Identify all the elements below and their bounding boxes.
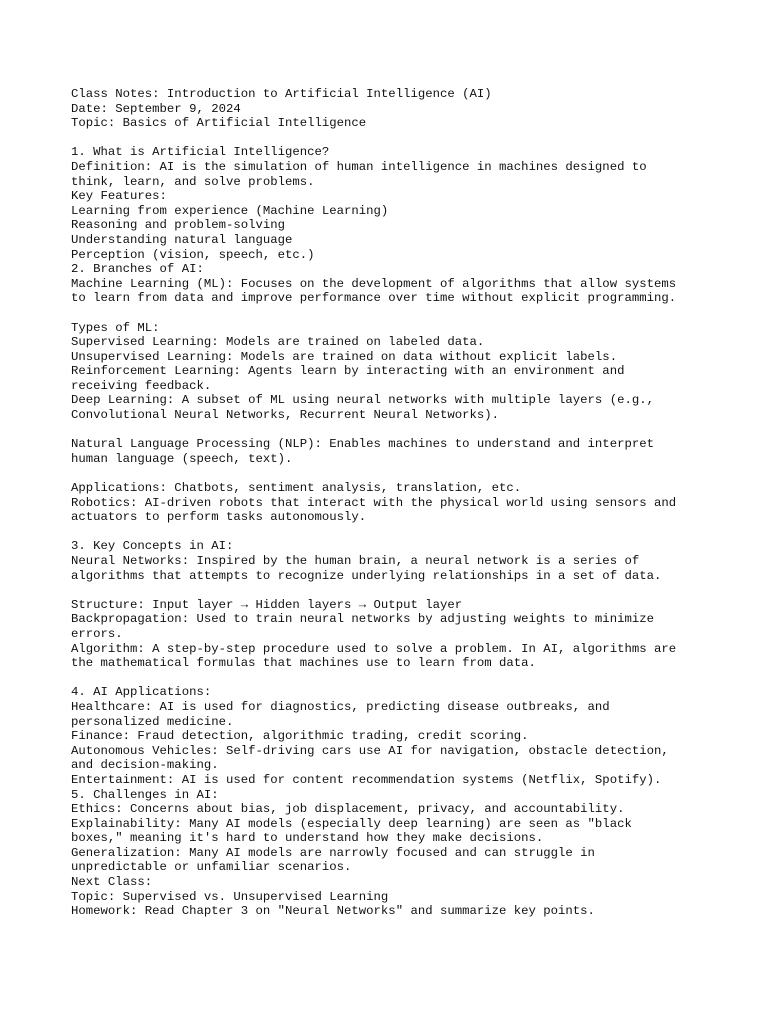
text-line: Explainability: Many AI models (especially deep learning) are seen as "black bbox=[71, 816, 632, 831]
text-line: actuators to perform tasks autonomously. bbox=[71, 510, 367, 525]
text-line: Key Features: bbox=[71, 189, 167, 204]
text-line: Definition: AI is the simulation of human intelligence in machines designed to bbox=[71, 159, 647, 174]
text-line: Backpropagation: Used to train neural networks by adjusting weights to minimize bbox=[71, 612, 654, 627]
text-line: receiving feedback. bbox=[71, 378, 212, 393]
text-line: Ethics: Concerns about bias, job displacement, privacy, and accountability. bbox=[71, 802, 625, 817]
text-line: Unsupervised Learning: Models are trained on data without explicit labels. bbox=[71, 349, 618, 364]
text-line: to learn from data and improve performance over time without explicit programming. bbox=[71, 291, 677, 306]
text-line: Machine Learning (ML): Focuses on the development of algorithms that allow systems bbox=[71, 276, 677, 291]
text-line: Types of ML: bbox=[71, 320, 160, 335]
text-line: Convolutional Neural Networks, Recurrent Neural Networks). bbox=[71, 408, 500, 423]
text-line: Reinforcement Learning: Agents learn by interacting with an environment and bbox=[71, 364, 625, 379]
document-page bbox=[71, 87, 711, 919]
text-line: 1. What is Artificial Intelligence? bbox=[71, 145, 330, 160]
text-line: Finance: Fraud detection, algorithmic trading, credit scoring. bbox=[71, 729, 529, 744]
text-line: errors. bbox=[71, 626, 123, 641]
blank-line bbox=[71, 466, 711, 481]
text-line: Supervised Learning: Models are trained on labeled data. bbox=[71, 335, 485, 350]
text-line: algorithms that attempts to recognize underlying relationships in a set of data. bbox=[71, 568, 662, 583]
blank-line bbox=[71, 583, 711, 598]
text-line: Robotics: AI-driven robots that interact with the physical world using sensors and bbox=[71, 495, 677, 510]
text-line: Homework: Read Chapter 3 on "Neural Networks" and summarize key points. bbox=[71, 904, 595, 919]
text-line: human language (speech, text). bbox=[71, 451, 293, 466]
text-line: Natural Language Processing (NLP): Enables machines to understand and interpret bbox=[71, 437, 654, 452]
text-line: Next Class: bbox=[71, 875, 153, 890]
document-body bbox=[71, 87, 711, 919]
blank-line bbox=[71, 306, 711, 321]
blank-line bbox=[71, 423, 711, 438]
text-line: think, learn, and solve problems. bbox=[71, 174, 315, 189]
text-line: Autonomous Vehicles: Self-driving cars use AI for navigation, obstacle detection, bbox=[71, 743, 669, 758]
text-line: personalized medicine. bbox=[71, 714, 234, 729]
blank-line bbox=[71, 131, 711, 146]
text-line: Topic: Basics of Artificial Intelligence bbox=[71, 116, 367, 131]
text-line: Learning from experience (Machine Learning) bbox=[71, 203, 389, 218]
text-line: and decision-making. bbox=[71, 758, 219, 773]
text-line: Understanding natural language bbox=[71, 232, 293, 247]
blank-line bbox=[71, 525, 711, 540]
text-line: Structure: Input layer → Hidden layers → Output layer bbox=[71, 597, 463, 612]
text-line: Reasoning and problem-solving bbox=[71, 218, 286, 233]
text-line: Algorithm: A step-by-step procedure used to solve a problem. In AI, algorithms are bbox=[71, 641, 677, 656]
text-line: Generalization: Many AI models are narrowly focused and can struggle in bbox=[71, 845, 595, 860]
text-line: the mathematical formulas that machines use to learn from data. bbox=[71, 656, 536, 671]
text-line: Perception (vision, speech, etc.) bbox=[71, 247, 315, 262]
text-line: 4. AI Applications: bbox=[71, 685, 212, 700]
text-line: 3. Key Concepts in AI: bbox=[71, 539, 234, 554]
text-line: Healthcare: AI is used for diagnostics, predicting disease outbreaks, and bbox=[71, 699, 610, 714]
blank-line bbox=[71, 671, 711, 686]
text-line: Class Notes: Introduction to Artificial Intelligence (AI) bbox=[71, 87, 492, 101]
text-line: Entertainment: AI is used for content recommendation systems (Netflix, Spotify). bbox=[71, 772, 662, 787]
text-line: Date: September 9, 2024 bbox=[71, 101, 241, 116]
text-line: 5. Challenges in AI: bbox=[71, 787, 219, 802]
text-line: Neural Networks: Inspired by the human brain, a neural network is a series of bbox=[71, 554, 640, 568]
text-line: Applications: Chatbots, sentiment analysis, translation, etc. bbox=[71, 481, 522, 496]
text-line: Topic: Supervised vs. Unsupervised Learning bbox=[71, 889, 389, 904]
text-line: unpredictable or unfamiliar scenarios. bbox=[71, 860, 352, 875]
text-line: boxes," meaning it's hard to understand how they make decisions. bbox=[71, 831, 544, 846]
text-line: 2. Branches of AI: bbox=[71, 262, 204, 277]
text-line: Deep Learning: A subset of ML using neural networks with multiple layers (e.g., bbox=[71, 393, 654, 408]
